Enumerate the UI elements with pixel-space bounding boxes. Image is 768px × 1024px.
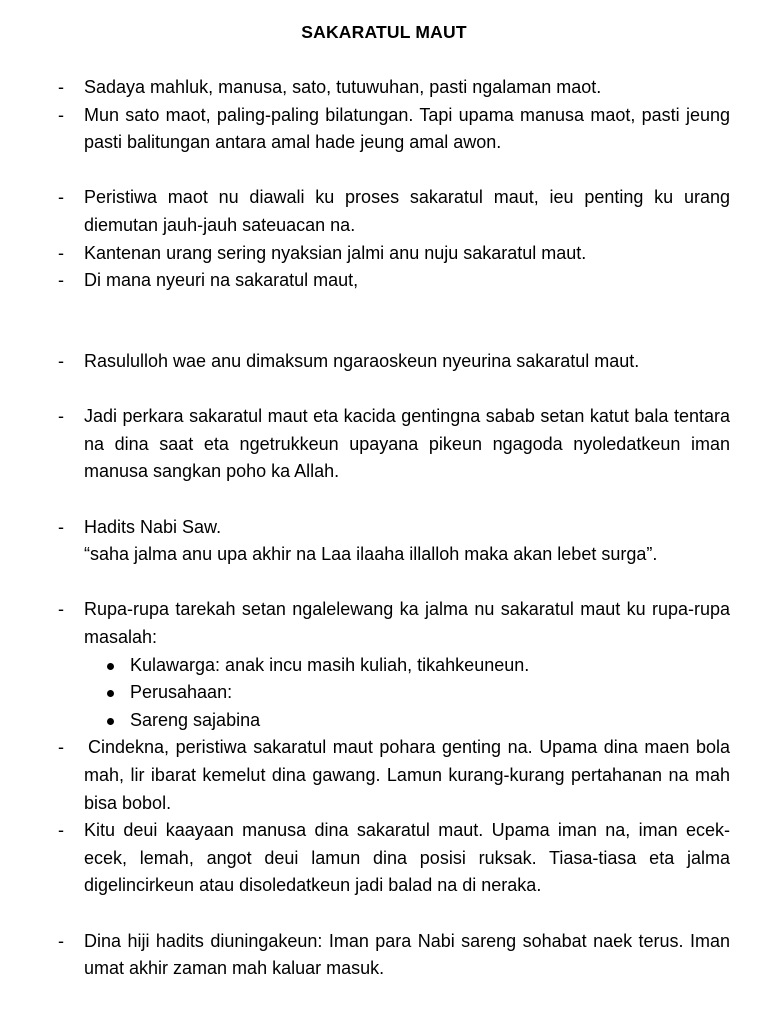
list-item: [58, 267, 730, 295]
list-item-text: Mun sato maot, paling-paling bilatungan. Tapi upama manusa maot, pasti jeung pasti balitungan antara amal hade jeung amal awon.: [84, 104, 730, 153]
bullet-text: Sareng sajabina: [130, 709, 261, 730]
list-item: [58, 74, 730, 102]
list-item-text: Rasululloh wae anu dimaksum ngaraoskeun nyeurina sakaratul maut.: [84, 351, 640, 371]
list-item: [58, 403, 730, 486]
list-dash: -: [58, 104, 64, 125]
list-dash: -: [58, 820, 64, 841]
list-dash: -: [58, 187, 64, 208]
list-item: [58, 928, 730, 983]
list-item-body: [84, 514, 730, 569]
list-item: [58, 240, 730, 268]
list-item-text: Kantenan urang sering nyaksian jalmi anu nuju sakaratul maut.: [84, 242, 587, 263]
list-dash: -: [58, 242, 64, 263]
bullet-text: Kulawarga: anak incu masih kuliah, tikahkeuneun.: [130, 654, 530, 675]
list-dash: -: [58, 406, 64, 427]
list-item: [58, 596, 730, 651]
bullet-list: [105, 652, 725, 735]
bullet-text: Perusahaan:: [130, 682, 233, 703]
list-item-text: Peristiwa maot nu diawali ku proses sakaratul maut, ieu penting ku urang diemutan jauh-jauh sateuacan na.: [84, 187, 730, 235]
hadith-quote: “saha jalma anu upa akhir na Laa ilaaha illalloh maka akan lebet surga”.: [84, 544, 658, 565]
list-dash: -: [58, 737, 64, 758]
list-item-text: Kitu deui kaayaan manusa dina sakaratul maut. Upama iman na, iman ecek-ecek, lemah, angot deui lamun dina posisi ruksak. Tiasa-tiasa eta jalma digelincirkeun atau disoledatkeun jadi balad na di neraka.: [84, 820, 730, 896]
list-item: [58, 514, 730, 569]
list-item-text: Hadits Nabi Saw.: [84, 516, 222, 537]
bullet-dot-icon: [107, 663, 114, 670]
list-item: [58, 348, 730, 376]
list-item: [58, 102, 730, 157]
list-dash: -: [58, 930, 64, 951]
list-dash: -: [58, 599, 64, 620]
list-item-text: Di mana nyeuri na sakaratul maut,: [84, 270, 359, 291]
list-item-text: Jadi perkara sakaratul maut eta kacida gentingna sabab setan katut bala tentara na dina saat eta ngetrukkeun upayana pikeun ngagoda nyoledatkeun iman manusa sangkan poho ka Allah.: [84, 406, 730, 482]
list-dash: -: [58, 270, 64, 291]
bullet-dot-icon: [107, 690, 114, 697]
list-item-text: Dina hiji hadits diuningakeun: Iman para Nabi sareng sohabat naek terus. Iman umat akhir zaman mah kaluar masuk.: [84, 930, 730, 979]
list-item-text: Rupa-rupa tarekah setan ngalelewang ka jalma nu sakaratul maut ku rupa-rupa masalah:: [84, 599, 730, 647]
list-dash: -: [58, 351, 64, 371]
list-item: [58, 184, 730, 239]
bullet-item: [105, 707, 725, 735]
bullet-item: [105, 652, 725, 680]
list-item: [58, 817, 730, 900]
document-title: SAKARATUL MAUT: [301, 22, 467, 42]
list-item-text: Sadaya mahluk, manusa, sato, tutuwuhan, pasti ngalaman maot.: [84, 77, 602, 97]
bullet-item: [105, 679, 725, 707]
list-item: [58, 734, 730, 817]
bullet-dot-icon: [107, 718, 114, 725]
list-dash: -: [58, 516, 64, 537]
list-dash: -: [58, 77, 64, 97]
list-item-text: Cindekna, peristiwa sakaratul maut pohara genting na. Upama dina maen bola mah, lir ibarat kemelut dina gawang. Lamun kurang-kurang pertahanan na mah bisa bobol.: [84, 737, 730, 813]
